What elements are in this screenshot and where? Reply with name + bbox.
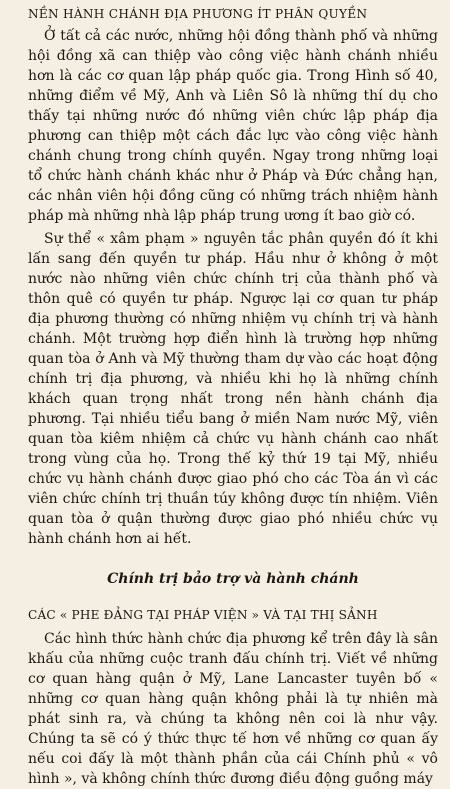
body-paragraph-1: Ở tất cả các nước, những hội đồng thành phố và những hội đồng xã can thiệp vào công việc hành chánh nhiều hơn là các cơ quan lập pháp quốc gia. Trong Hình số 40, những điểm về Mỹ, Anh và Liên Sô là những thí dụ cho thấy tại những nước đó những viên chức lập pháp địa phương can thiệp một cách đắc lực vào công việc hành chánh chung trong chính quyền. Ngay trong những loại tổ chức hành chánh khác như ở Pháp và Đức chẳng hạn, các nhân viên hội đồng cũng có những trách nhiệm hành pháp mà những nhà lập pháp trung ương ít bao giờ có. xyxy=(28,28,438,224)
body-paragraph-2: Sự thể « xâm phạm » nguyên tắc phân quyền đó ít khi lấn sang đến quyền tư pháp. Hầu như ở không ở một nước nào những viên chức chính trị của thành phố và thôn quê có quyền tư pháp. Ngược lại cơ quan tư pháp địa phương thường có những nhiệm vụ chính trị và hành chánh. Một trường hợp điển hình là trường hợp những quan tòa ở Anh và Mỹ thường tham dự vào các hoạt động chính trị địa phương, và nhiều khi họ là những chính khách quan trọng nhất trong nền hành chánh địa phương. Tại nhiều tiểu bang ở miền Nam nước Mỹ, viên quan tòa kiêm nhiệm cả chức vụ hành chánh cao nhất trong vùng của họ. Trong thế kỷ thứ 19 tại Mỹ, nhiều chức vụ hành chánh được giao phó cho các Tòa án vì các viên chức chính trị thuần túy không được tín nhiệm. Viên quan tòa ở quận thường được giao phó nhiều chức vụ hành chánh hơn ai hết. xyxy=(28,231,438,547)
body-paragraph-3: Các hình thức hành chức địa phương kể trên đây là sân khấu của những cuộc tranh đấu chính trị. Viết về những cơ quan hàng quận ở Mỹ, Lane Lancaster tuyên bố « những cơ quan hàng quận không phải là tự nhiên mà phát sinh ra, và chúng ta không nên coi là như vậy. Chúng ta sẽ có ý thức thực tế hơn về những cơ quan ấy nếu coi đấy là một thành phần của cái Chính phủ « vô hình », và không chính thức đương điều động guồng máy xyxy=(28,631,438,787)
running-head: NỀN HÀNH CHÁNH ĐỊA PHƯƠNG ÍT PHÂN QUYỀN xyxy=(28,7,368,21)
section-heading: Chính trị bảo trợ và hành chánh xyxy=(107,571,359,587)
sub-heading: CÁC « PHE ĐẢNG TẠI PHÁP VIỆN » VÀ TẠI THỊ SẢNH xyxy=(28,608,378,622)
